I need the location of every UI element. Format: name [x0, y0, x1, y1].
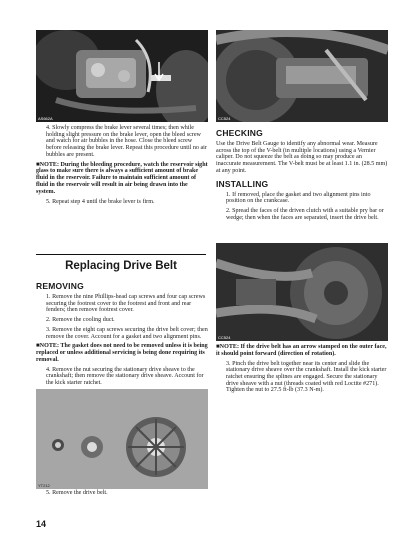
section-title-text: Replacing Drive Belt [65, 260, 177, 272]
drive-belt-gauge-photo [216, 30, 388, 122]
photo-caption: CC524 [218, 335, 231, 340]
removing-step-3: 3. Remove the eight cap screws securing the drive belt cover; then remove the cover. Account for a gasket and two alignment pins. [46, 326, 208, 340]
removing-step-2: 2. Remove the cooling duct. [46, 317, 115, 324]
installing-step-1: 1. If removed, place the gasket and two alignment pins into position on the crankcase. [226, 191, 371, 205]
checking-heading: CHECKING [216, 128, 263, 138]
installing-continued [216, 344, 388, 397]
sheave-parts-illustration [36, 389, 208, 489]
bleeding-steps [36, 125, 208, 208]
removing-step-5: 5. Remove the drive belt. [46, 490, 108, 496]
belt-gauge-illustration [216, 30, 388, 122]
removing-section [36, 281, 208, 390]
installing-step-3: 3. Pinch the drive belt together near its center and slide the stationary drive sheave over the crankshaft. Install the kick starter ratchet ensuring the splines are engaged. Secure the stationary drive sheave with a nut (threads coated with red Loctite #271). Tighten the nut to 27.5 ft-lb (37.3 N-m). [226, 360, 387, 394]
brake-caliper-illustration [36, 30, 208, 122]
removing-step-5-wrap [36, 490, 208, 500]
photo-caption: AS662A [38, 116, 53, 121]
removing-step-1: 1. Remove the nine Phillips-head cap screws and four cap screws securing the footrest cover to the footrest and front and rear fenders; then remove footrest cover. [46, 294, 206, 314]
arrow-note: ■NOTE: If the drive belt has an arrow stamped on the outer face, it should point forward (direction of rotation). [216, 344, 387, 357]
installing-step-2: 2. Spread the faces of the driven clutch with a suitable pry bar or wedge; then when the faces are separated, insert the drive belt. [226, 207, 384, 221]
page-number: 14 [36, 519, 47, 529]
checking-section [216, 128, 388, 224]
section-title [36, 254, 206, 277]
installing-heading: INSTALLING [216, 178, 269, 189]
step-5: 5. Repeat step 4 until the brake lever is firm. [46, 198, 155, 205]
photo-caption: YT212 [38, 483, 50, 488]
drive-sheave-photo [36, 389, 208, 489]
checking-text: Use the Drive Belt Gauge to identify any abnormal wear. Measure across the top of the V-belt (in multiple locations) using a Vernier caliper. Do not squeeze the belt as doing so may produce an inaccurate measurement. The V-belt must be at least 1.1 in. (28.5 mm) at any point. [216, 141, 388, 174]
belt-installation-photo [216, 243, 388, 341]
bleeding-note: ■NOTE: During the bleeding procedure, watch the reservoir sight glass to make sure there is always a sufficient amount of brake fluid in the reservoir. Failure to maintain sufficient amount of fluid in the reservoir will result in air being drawn into the system. [36, 161, 208, 195]
belt-install-illustration [216, 243, 388, 341]
removing-heading: REMOVING [36, 281, 84, 291]
brake-caliper-photo [36, 30, 208, 122]
step-4: 4. Slowly compress the brake lever several times; then while holding slight pressure on the brake lever, open the bleed screw and watch for air bubbles in the hose. Close the bleed screw before releasing the brake lever. Repeat this procedure until no air bubbles are present. [46, 125, 207, 158]
photo-caption: CC524 [218, 116, 231, 121]
removing-step-4: 4. Remove the nut securing the stationary drive sheave to the crankshaft; then remove the stationary drive sheave. Account for the kick starter ratchet. [46, 366, 204, 387]
gasket-note: ■NOTE: The gasket does not need to be removed unless it is being replaced or unless additional servicing is being done requiring its removal. [36, 343, 208, 363]
